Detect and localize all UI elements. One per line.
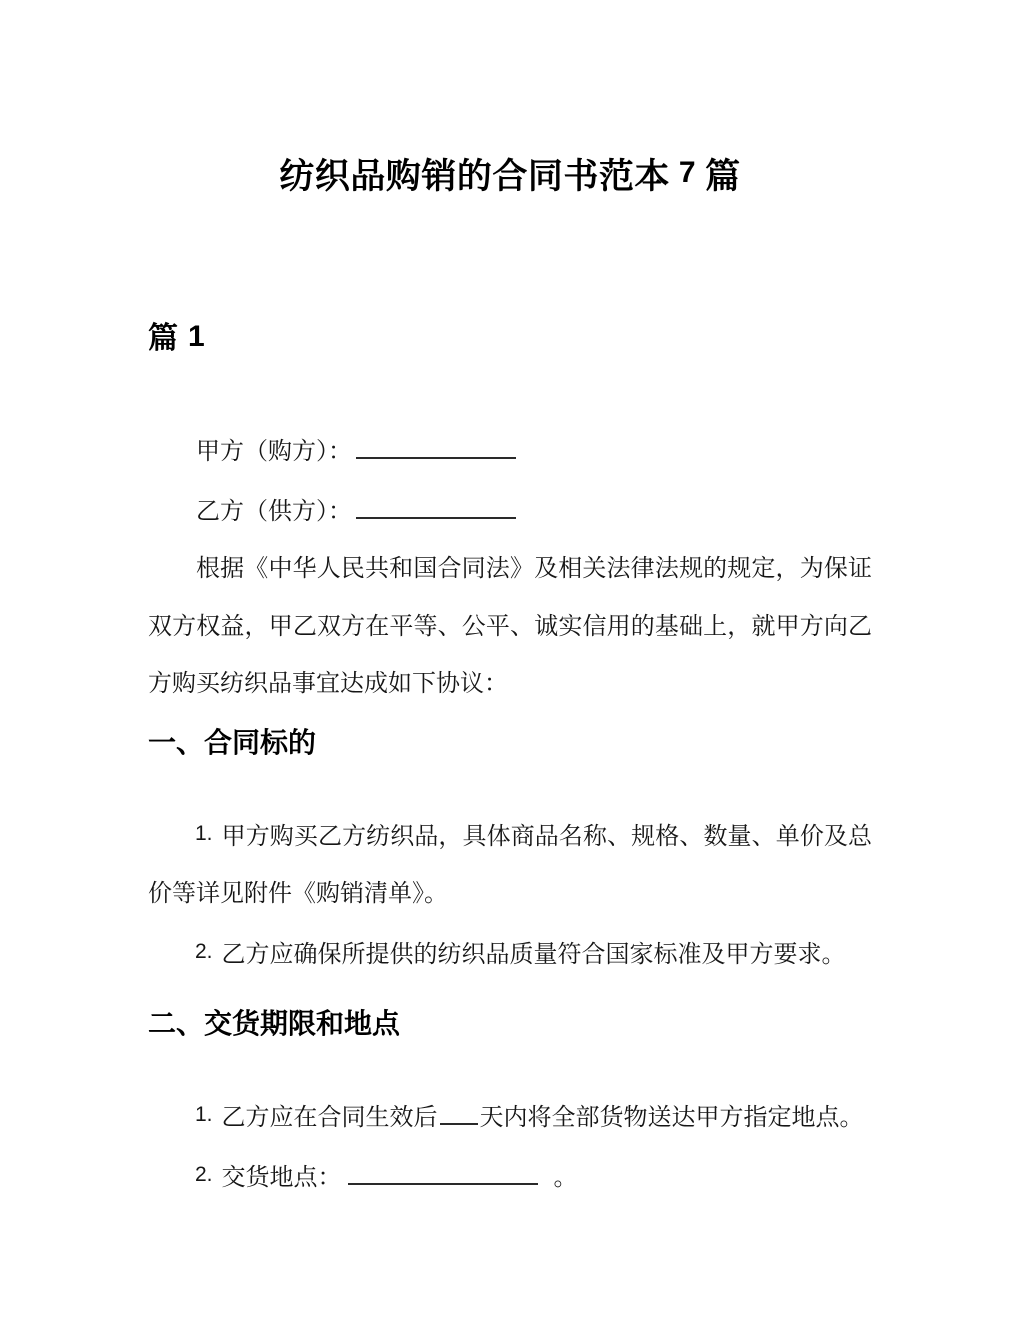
document-title-unit: 篇 — [705, 157, 741, 196]
item-text-after-blank: 天内将全部货物送达甲方指定地点。 — [479, 1103, 864, 1131]
item-text-before-blank: 乙方应在合同生效后 — [221, 1103, 438, 1131]
item-number: 1. — [195, 1102, 213, 1126]
section-1-heading: 一、合同标的 — [148, 726, 317, 758]
section-1-item-1 — [148, 805, 872, 923]
part-heading — [148, 318, 872, 358]
party-b-label: 乙方（供方）： — [196, 498, 352, 525]
party-a-label: 甲方（购方）： — [196, 438, 352, 465]
item-text-before-blank: 交货地点： — [221, 1164, 342, 1192]
part-label: 篇 — [148, 322, 178, 355]
party-b-line — [148, 496, 872, 528]
item-number: 2. — [195, 939, 213, 963]
section-1-item-2 — [148, 923, 872, 984]
section-2-item-1 — [148, 1086, 872, 1147]
section-1-items — [148, 805, 872, 984]
party-b-blank-underline — [356, 515, 516, 519]
document-title — [148, 0, 872, 201]
delivery-location-blank-underline — [348, 1181, 538, 1185]
item-text-after-blank: 。 — [553, 1164, 578, 1192]
item-text: 乙方应确保所提供的纺织品质量符合国家标准及甲方要求。 — [221, 940, 846, 968]
item-text: 甲方购买乙方纺织品，具体商品名称、规格、数量、单价及总价等详见附件《购销清单》。 — [148, 822, 872, 908]
document-title-count: 7 — [678, 156, 697, 189]
section-2-items — [148, 1086, 872, 1207]
intro-paragraph: 根据《中华人民共和国合同法》及相关法律法规的规定，为保证双方权益，甲乙双方在平等、公平、诚实信用的基础上，就甲方向乙方购买纺织品事宜达成如下协议： — [148, 555, 872, 698]
days-blank-underline — [440, 1121, 478, 1125]
document-title-main: 纺织品购销的合同书范本 — [279, 157, 670, 196]
part-number: 1 — [188, 320, 205, 353]
item-number: 2. — [195, 1163, 213, 1187]
section-2-item-2 — [148, 1146, 872, 1207]
item-number: 1. — [195, 821, 213, 845]
party-a-line — [148, 436, 872, 468]
party-a-blank-underline — [356, 455, 516, 459]
section-2-heading: 二、交货期限和地点 — [148, 1007, 401, 1039]
